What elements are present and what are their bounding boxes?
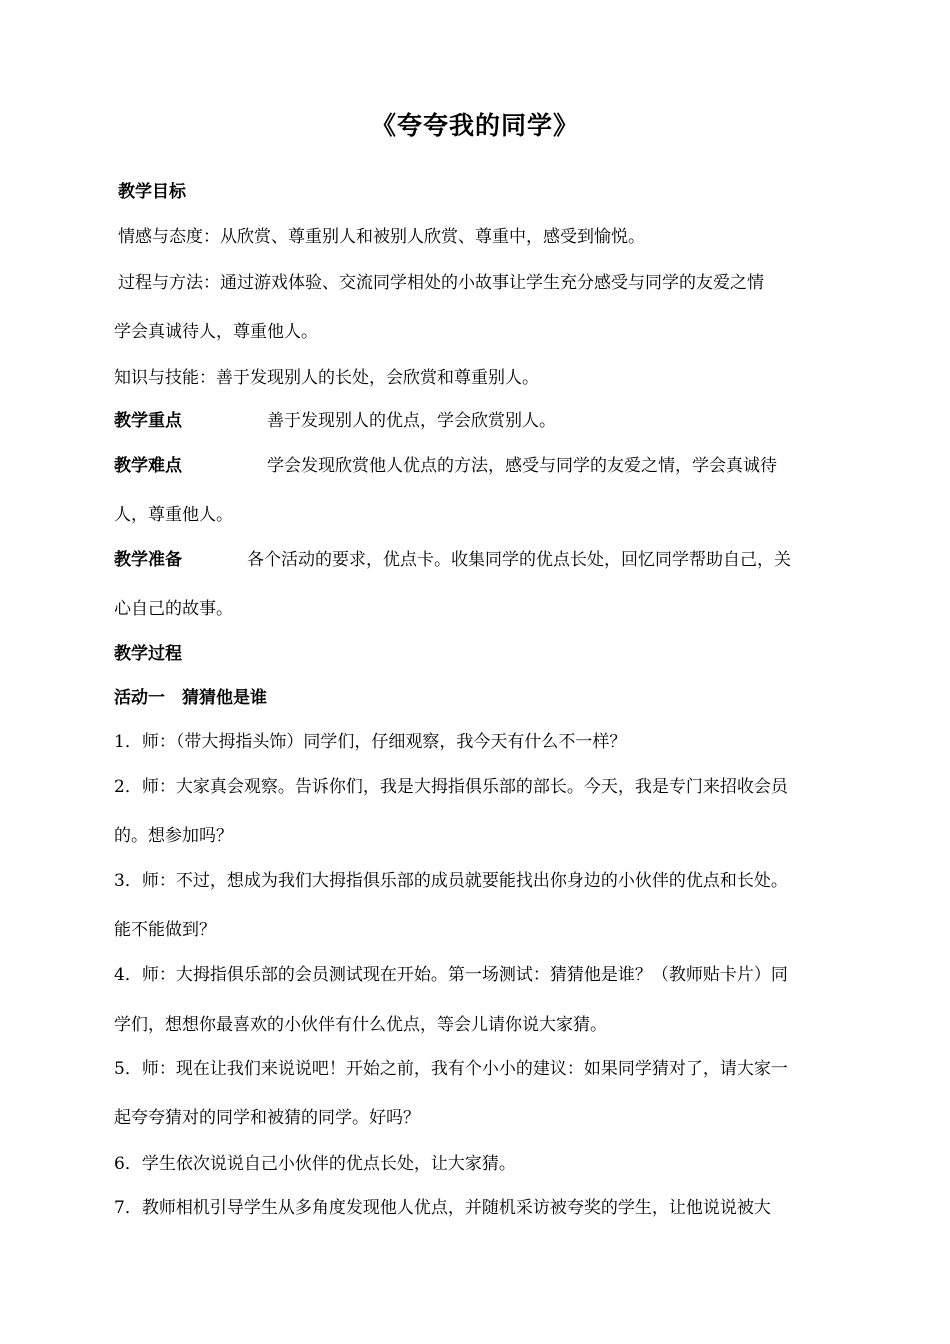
focus-text: 善于发现别人的优点，学会欣赏别人。 <box>267 411 556 431</box>
step-6: 6．学生依次说说自己小伙伴的优点长处，让大家猜。 <box>114 1154 516 1174</box>
step-2-line-1: 2．师：大家真会观察。告诉你们，我是大拇指俱乐部的部长。今天，我是专门来招收会员 <box>114 777 788 797</box>
prep-label: 教学准备 <box>114 550 182 570</box>
focus-label: 教学重点 <box>114 411 182 431</box>
step-5-line-1: 5．师：现在让我们来说说吧！开始之前，我有个小小的建议：如果同学猜对了，请大家一 <box>114 1059 788 1079</box>
process-heading: 教学过程 <box>114 644 182 664</box>
focus-row <box>114 409 556 433</box>
step-4-line-1: 4．师：大拇指俱乐部的会员测试现在开始。第一场测试：猜猜他是谁？（教师贴卡片）同 <box>114 965 788 985</box>
prep-text-line-1: 各个活动的要求，优点卡。收集同学的优点长处，回忆同学帮助自己，关 <box>247 550 791 570</box>
difficulty-text-line-2: 人，尊重他人。 <box>114 505 233 525</box>
step-3-line-2: 能不能做到？ <box>114 920 216 940</box>
difficulty-row <box>114 454 777 478</box>
goal-process-line-2: 学会真诚待人，尊重他人。 <box>114 322 318 342</box>
difficulty-text-line-1: 学会发现欣赏他人优点的方法，感受与同学的友爱之情，学会真诚待 <box>267 456 777 476</box>
goal-knowledge: 知识与技能：善于发现别人的长处，会欣赏和尊重别人。 <box>114 368 539 388</box>
document-title: 《夸夸我的同学》 <box>370 111 579 140</box>
step-4-line-2: 学们，想想你最喜欢的小伙伴有什么优点，等会儿请你说大家猜。 <box>114 1015 607 1035</box>
goal-process-line-1: 过程与方法：通过游戏体验、交流同学相处的小故事让学生充分感受与同学的友爱之情 <box>118 273 764 293</box>
prep-row <box>114 548 791 572</box>
prep-text-line-2: 心自己的故事。 <box>114 599 233 619</box>
goals-heading: 教学目标 <box>118 182 186 202</box>
step-2-line-2: 的。想参加吗？ <box>114 826 233 846</box>
step-5-line-2: 起夸夸猜对的同学和被猜的同学。好吗？ <box>114 1108 420 1128</box>
step-3-line-1: 3．师：不过，想成为我们大拇指俱乐部的成员就要能找出你身边的小伙伴的优点和长处。 <box>114 871 788 891</box>
goal-emotion: 情感与态度：从欣赏、尊重别人和被别人欣赏、尊重中，感受到愉悦。 <box>118 227 645 247</box>
activity1-heading: 活动一 猜猜他是谁 <box>114 688 267 708</box>
step-1: 1．师：（带大拇指头饰）同学们，仔细观察，我今天有什么不一样？ <box>114 732 627 752</box>
difficulty-label: 教学难点 <box>114 456 182 476</box>
step-7-line-1: 7．教师相机引导学生从多角度发现他人优点，并随机采访被夸奖的学生，让他说说被大 <box>114 1198 771 1218</box>
